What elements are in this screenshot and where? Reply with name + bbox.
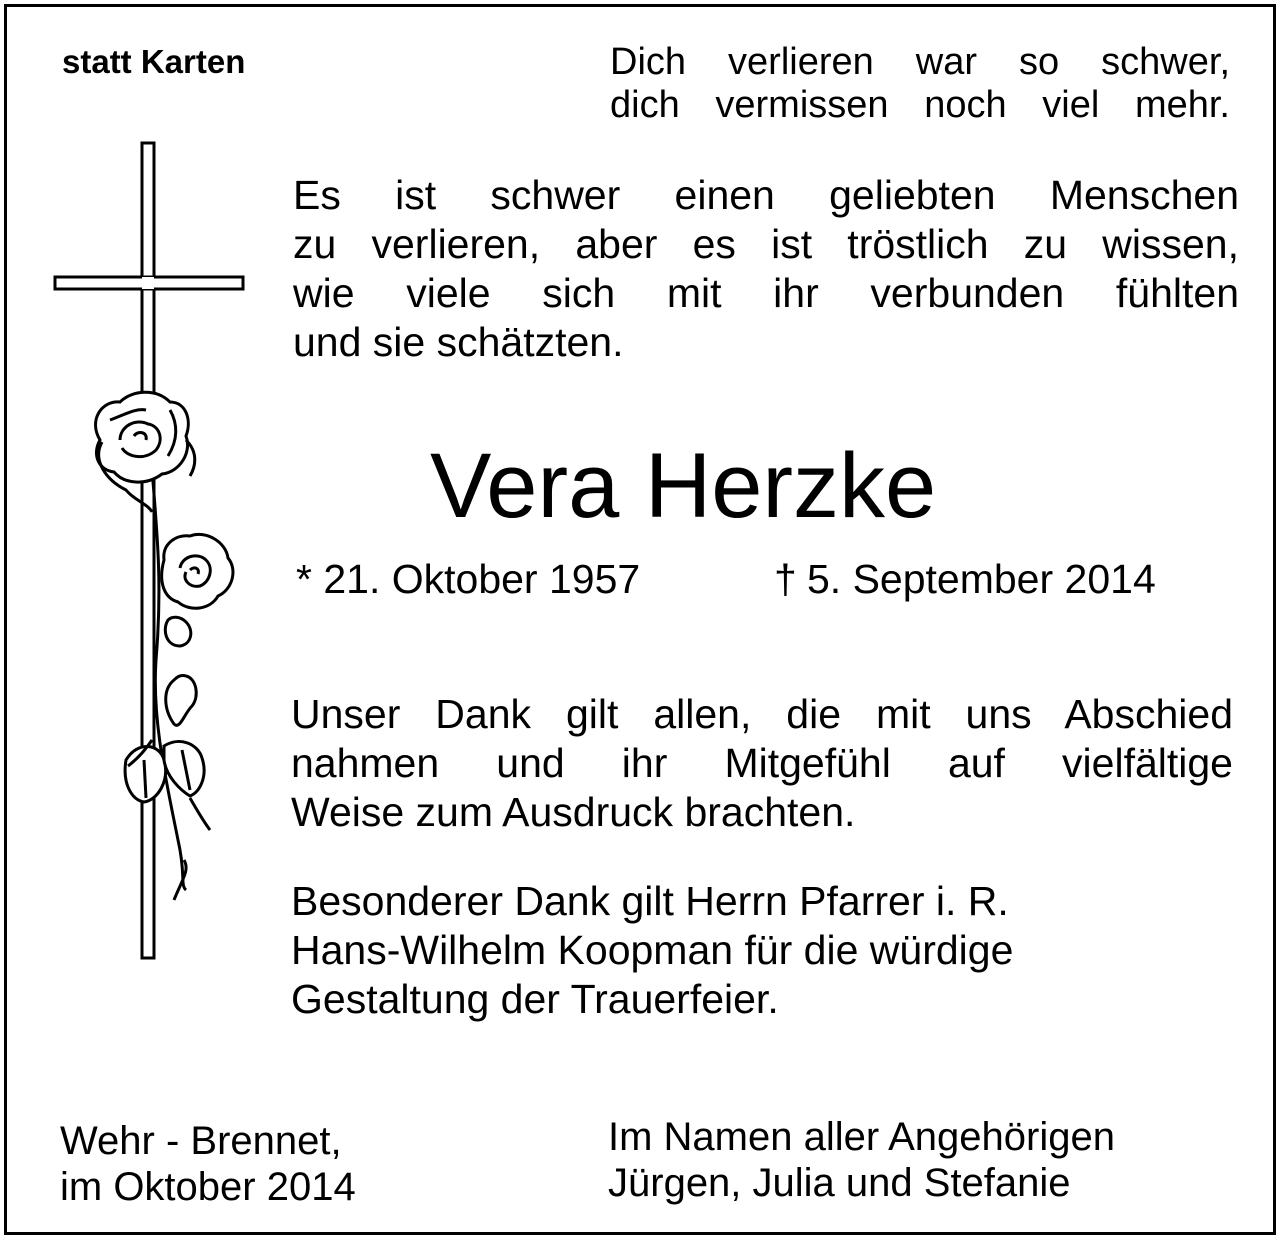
intro-line-3: wie viele sich mit ihr verbunden fühlten — [293, 270, 1239, 316]
place-line-2: im Oktober 2014 — [60, 1165, 356, 1209]
quote-line-2: dich vermissen noch viel mehr. — [610, 84, 1230, 126]
thanks-line-3: Weise zum Ausdruck brachten. — [291, 789, 856, 835]
special-thanks-line-2: Hans-Wilhelm Koopman für die würdige — [291, 927, 1014, 973]
place-and-date — [60, 1118, 356, 1210]
intro-line-2: zu verlieren, aber es ist tröstlich zu wissen, — [293, 221, 1239, 267]
deceased-name: Vera Herzke — [430, 435, 937, 537]
special-thanks-line-3: Gestaltung der Trauerfeier. — [291, 976, 779, 1022]
signoff — [608, 1114, 1115, 1206]
thanks-line-1: Unser Dank gilt allen, die mit uns Abschied — [291, 691, 1233, 737]
thanks-line-2: nahmen und ihr Mitgefühl auf vielfältige — [291, 740, 1233, 786]
thanks-paragraph — [291, 690, 1233, 837]
signoff-line-1: Im Namen aller Angehörigen — [608, 1115, 1115, 1159]
statt-karten-label: statt Karten — [62, 43, 246, 80]
death-date: 5. September 2014 — [807, 556, 1156, 602]
intro-line-1: Es ist schwer einen geliebten Menschen — [293, 172, 1239, 218]
birth-date: * 21. Oktober 1957 — [296, 556, 641, 602]
special-thanks-paragraph — [291, 877, 1233, 1024]
death-cross-icon: † — [774, 556, 797, 602]
opening-quote — [610, 41, 1230, 127]
place-line-1: Wehr - Brennet, — [60, 1119, 342, 1163]
signoff-line-2: Jürgen, Julia und Stefanie — [608, 1161, 1071, 1205]
quote-line-1: Dich verlieren war so schwer, — [610, 41, 1230, 83]
intro-line-4: und sie schätzten. — [293, 319, 624, 365]
cross-with-roses-icon — [40, 140, 270, 970]
special-thanks-line-1: Besonderer Dank gilt Herrn Pfarrer i. R. — [291, 878, 1009, 924]
intro-paragraph — [293, 171, 1239, 367]
